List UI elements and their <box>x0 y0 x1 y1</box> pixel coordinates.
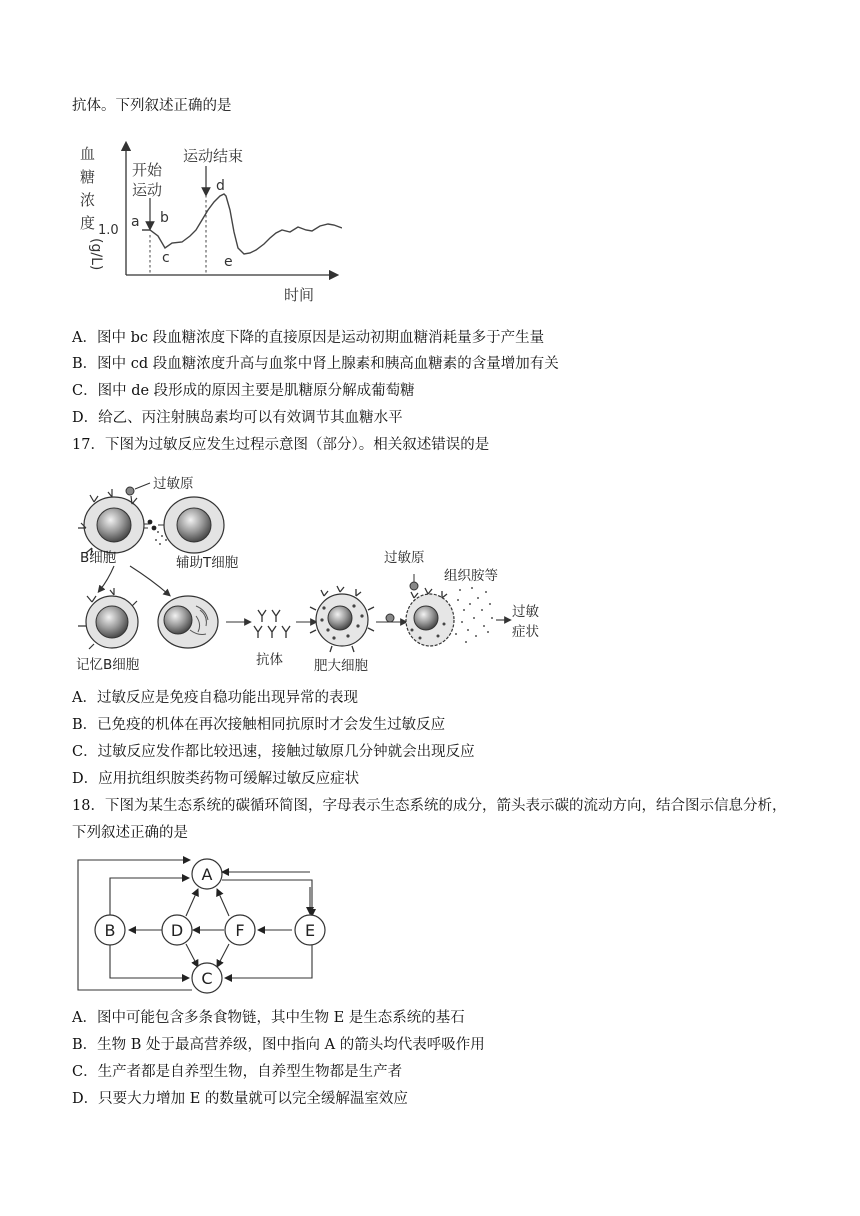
degranulating-mast-cell <box>406 588 454 646</box>
svg-text:A: A <box>201 865 213 884</box>
node-b <box>95 915 125 945</box>
end-label: 运动结束 <box>183 147 244 165</box>
q17-option-b: B．已免疫的机体在再次接触相同抗原时才会发生过敏反应 <box>72 717 446 733</box>
point-d: d <box>216 178 225 194</box>
node-f <box>225 915 255 945</box>
glucose-curve <box>142 194 342 254</box>
point-b: b <box>160 210 169 226</box>
ylabel-char-2: 浓 <box>80 191 96 209</box>
q17-option-a: A．过敏反应是免疫自稳功能出现异常的表现 <box>72 690 358 706</box>
q18-stem-line1: 18．下图为某生态系统的碳循环简图，字母表示生态系统的成分，箭头表示碳的流动方向，结合图示信息分析， <box>72 798 787 814</box>
node-a <box>192 859 222 889</box>
intro-text: 抗体。下列叙述正确的是 <box>72 98 232 114</box>
helper-t-cell <box>164 497 224 553</box>
label-mast-cell: 肥大细胞 <box>314 658 368 674</box>
point-e: e <box>224 254 233 270</box>
label-allergen-1: 过敏原 <box>153 476 194 492</box>
memory-b-cell <box>78 588 138 649</box>
blood-glucose-graph <box>72 140 342 310</box>
q17-stem: 17．下图为过敏反应发生过程示意图（部分）。相关叙述错误的是 <box>72 437 490 453</box>
q17-option-d: D．应用抗组织胺类药物可缓解过敏反应症状 <box>72 771 360 787</box>
label-b-cell: B细胞 <box>80 550 117 566</box>
svg-text:D: D <box>170 921 184 940</box>
label-allergen-2: 过敏原 <box>384 550 425 566</box>
label-helper-t: 辅助T细胞 <box>176 555 239 571</box>
b-cell <box>78 489 144 555</box>
label-symptom-line1: 过敏 <box>512 604 539 620</box>
histamine-particles <box>455 587 493 643</box>
point-a: a <box>131 214 140 230</box>
svg-text:B: B <box>104 921 116 940</box>
node-e <box>295 915 325 945</box>
allergy-process-diagram <box>72 470 562 680</box>
node-d <box>162 915 192 945</box>
q16-option-c: C．图中 de 段形成的原因主要是肌糖原分解成葡萄糖 <box>72 383 415 399</box>
yunit-label: (g/L) <box>88 238 104 271</box>
label-antibody: 抗体 <box>256 652 283 668</box>
svg-text:E: E <box>304 921 316 940</box>
node-c <box>192 963 222 993</box>
ylabel-char-3: 度 <box>80 214 96 232</box>
q17-option-c: C．过敏反应发作都比较迅速，接触过敏原几分钟就会出现反应 <box>72 744 475 760</box>
carbon-cycle-diagram <box>72 852 342 997</box>
mast-cell <box>310 586 374 652</box>
antibodies <box>254 610 290 638</box>
svg-text:F: F <box>235 921 245 940</box>
q18-option-a: A．图中可能包含多条食物链，其中生物 E 是生态系统的基石 <box>72 1010 465 1026</box>
label-memory-b: 记忆B细胞 <box>76 657 140 673</box>
q18-option-c: C．生产者都是自养型生物，自养型生物都是生产者 <box>72 1064 403 1080</box>
svg-text:C: C <box>201 969 213 988</box>
label-histamine: 组织胺等 <box>444 568 498 584</box>
point-c: c <box>162 250 170 266</box>
q18-option-d: D．只要大力增加 E 的数量就可以完全缓解温室效应 <box>72 1091 408 1107</box>
ylabel-char-1: 糖 <box>80 168 96 186</box>
q16-option-b: B．图中 cd 段血糖浓度升高与血浆中肾上腺素和胰高血糖素的含量增加有关 <box>72 356 559 372</box>
label-symptom-line2: 症状 <box>512 624 539 640</box>
start-label-line2: 运动 <box>132 181 163 199</box>
q18-option-b: B．生物 B 处于最高营养级，图中指向 A 的箭头均代表呼吸作用 <box>72 1037 485 1053</box>
q16-option-a: A．图中 bc 段血糖浓度下降的直接原因是运动初期血糖消耗量多于产生量 <box>72 330 545 346</box>
start-label-line1: 开始 <box>132 161 163 179</box>
ytick-label: 1.0 <box>98 223 119 238</box>
plasma-cell <box>158 596 218 648</box>
ylabel-char-0: 血 <box>80 145 96 163</box>
xlabel: 时间 <box>284 286 315 304</box>
q18-stem-line2: 下列叙述正确的是 <box>72 825 188 841</box>
q16-option-d: D．给乙、丙注射胰岛素均可以有效调节其血糖水平 <box>72 410 403 426</box>
